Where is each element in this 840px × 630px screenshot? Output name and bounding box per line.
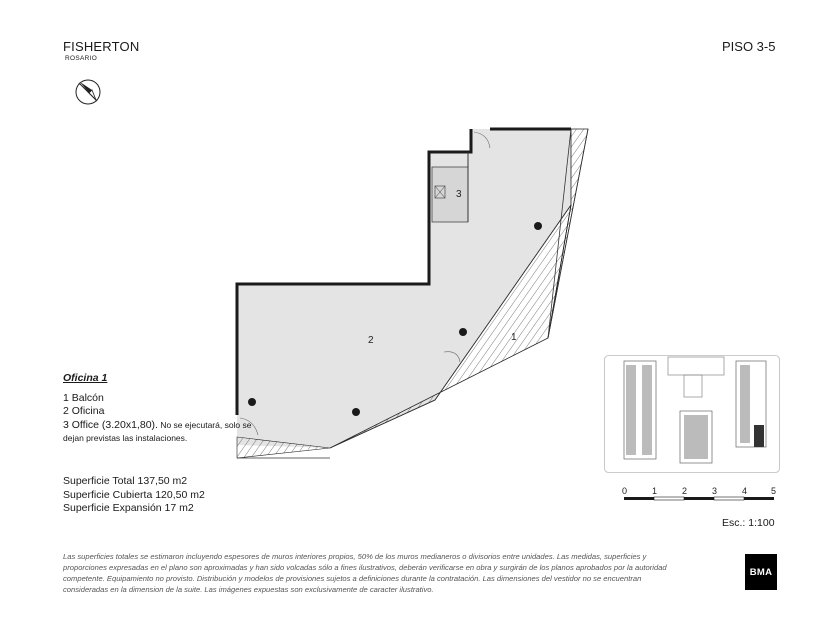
- office-kitchenette: [432, 167, 468, 222]
- surface-expansion: Superficie Expansión 17 m2: [63, 502, 194, 514]
- scale-tick: 5: [771, 486, 777, 496]
- bma-logo: BMA: [745, 554, 777, 590]
- legend-item-office-main: 3 Office (3.20x1,80).: [63, 418, 158, 431]
- legend-item-office: [63, 419, 253, 446]
- room-number-3: 3: [456, 189, 462, 200]
- scale-tick: 3: [712, 486, 718, 496]
- surface-covered: Superficie Cubierta 120,50 m2: [63, 488, 205, 501]
- room-number-1: 1: [511, 332, 517, 343]
- floor-label: PISO 3-5: [722, 39, 776, 54]
- column-dot: [352, 408, 360, 416]
- scale-tick: 1: [652, 486, 658, 496]
- scale-tick: 4: [742, 486, 748, 496]
- column-dot: [534, 222, 542, 230]
- project-city: ROSARIO: [65, 55, 98, 62]
- legend-item-oficina: 2 Oficina: [63, 405, 105, 417]
- scale-tick: 0: [622, 486, 628, 496]
- project-title: FISHERTON: [63, 39, 140, 54]
- legend-item-balcon: 1 Balcón: [63, 391, 104, 404]
- unit-title: Oficina 1: [63, 372, 108, 384]
- disclaimer-text: Las superficies totales se estimaron incluyendo espesores de muros interiores propios, 50% de los muros medianeros o divisorios entre unidades. Las medidas, superficies y proporciones expresadas en el plano son aproximadas y han sido volcadas sólo a fines ilustrativos, deberán verificarse en obra y surgirán de los planos aprobados por la autoridad competente. Equipamiento no provisto. Distribución y modelos de provisiones sujetos a definiciones durante la contratación. Las dimensiones del vestidor no se encuentran consideradas en la dimension de la suite. Las imágenes expuestas son exclusivamente de caracter ilustrativo.: [63, 552, 667, 594]
- surface-total: Superficie Total 137,50 m2: [63, 475, 188, 487]
- scale-label: Esc.: 1:100: [722, 517, 775, 529]
- surface-summary: [63, 475, 205, 516]
- key-plan: [604, 355, 780, 473]
- column-dot: [459, 328, 467, 336]
- legend-item-office-note: No se ejecutará, solo se dejan previstas las instalaciones.: [63, 419, 252, 443]
- unit-legend: [63, 372, 253, 446]
- scale-tick: 2: [682, 486, 688, 496]
- room-number-2: 2: [368, 335, 374, 346]
- scale-bar: [620, 486, 780, 506]
